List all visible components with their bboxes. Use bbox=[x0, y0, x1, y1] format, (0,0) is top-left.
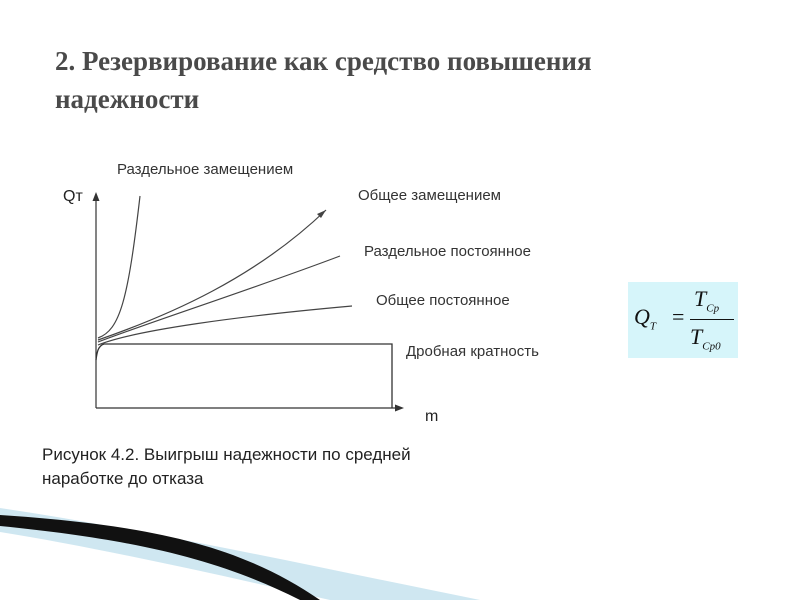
x-axis-label: m bbox=[425, 408, 439, 425]
figure-caption-line-1: Рисунок 4.2. Выигрыш надежности по средней bbox=[42, 445, 411, 464]
label-separate-constant: Раздельное постоянное bbox=[364, 243, 531, 260]
label-general-replacement: Общее замещением bbox=[358, 187, 501, 204]
formula-lhs: $Q_T$ bbox=[634, 304, 657, 333]
slide-title-line-1: 2. Резервирование как средство повышения bbox=[55, 46, 592, 76]
formula-numerator: $T_{Cp}$ bbox=[694, 286, 720, 315]
figure-caption-line-2: наработке до отказа bbox=[42, 469, 204, 488]
label-separate-replacement: Раздельное замещением bbox=[117, 161, 294, 178]
formula-denominator: $T_{Cp0}$ bbox=[690, 324, 721, 353]
slide-title-line-2: надежности bbox=[55, 84, 200, 114]
label-general-constant: Общее постоянное bbox=[376, 292, 510, 309]
label-fractional-multiplicity: Дробная кратность bbox=[406, 343, 539, 360]
formula-equals-sign: = bbox=[672, 304, 685, 329]
y-axis-label: Qт bbox=[63, 188, 83, 205]
